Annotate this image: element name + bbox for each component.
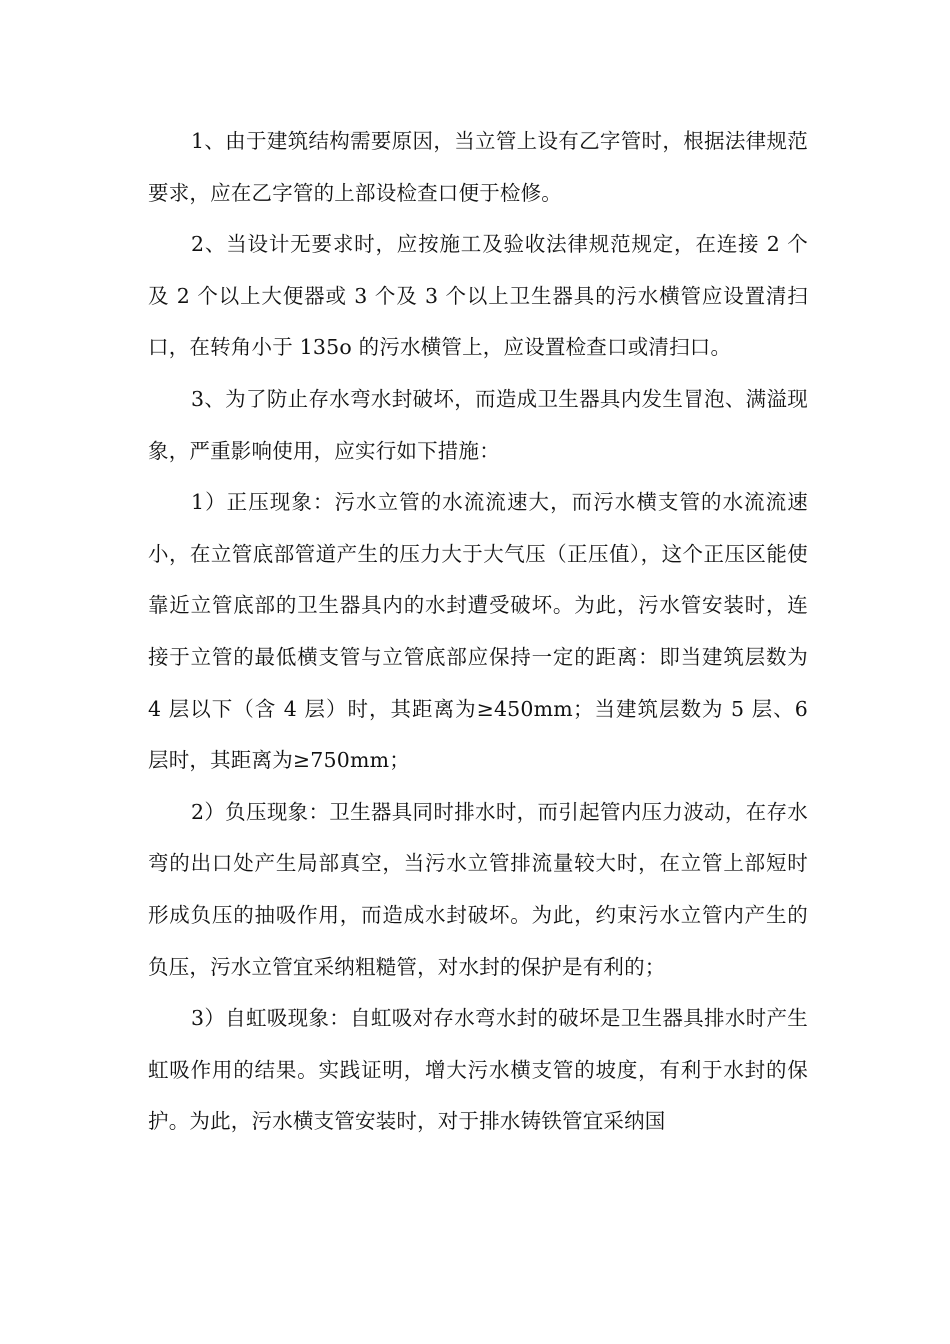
- paragraph-1: 1、由于建筑结构需要原因，当立管上设有乙字管时，根据法律规范要求，应在乙字管的上部设检查口便于检修。: [148, 129, 808, 205]
- paragraph-4: 1）正压现象：污水立管的水流流速大，而污水横支管的水流流速小，在立管底部管道产生的压力大于大气压（正压值），这个正压区能使靠近立管底部的卫生器具内的水封遭受破坏。为此，污水管安装时，连接于立管的最低横支管与立管底部应保持一定的距离：即当建筑层数为 4 层以下（含 4 层）时，其距离为≥450mm；当建筑层数为 5 层、6 层时，其距离为≥750mm；: [148, 490, 808, 773]
- document-body: [148, 116, 808, 1148]
- paragraph-5: 2）负压现象：卫生器具同时排水时，而引起管内压力波动，在存水弯的出口处产生局部真空，当污水立管排流量较大时，在立管上部短时形成负压的抽吸作用，而造成水封破坏。为此，约束污水立管内产生的负压，污水立管宜采纳粗糙管，对水封的保护是有利的；: [148, 799, 808, 979]
- paragraph-3: 3、为了防止存水弯水封破坏，而造成卫生器具内发生冒泡、满溢现象，严重影响使用，应实行如下措施：: [148, 386, 808, 463]
- paragraph-2: 2、当设计无要求时，应按施工及验收法律规范规定，在连接 2 个及 2 个以上大便器或 3 个及 3 个以上卫生器具的污水横管应设置清扫口，在转角小于 135o 的污水横管上，应设置检查口或清扫口。: [148, 232, 808, 360]
- paragraph-6: 3）自虹吸现象：自虹吸对存水弯水封的破坏是卫生器具排水时产生虹吸作用的结果。实践证明，增大污水横支管的坡度，有利于水封的保护。为此，污水横支管安装时，对于排水铸铁管宜采纳国: [148, 1006, 808, 1134]
